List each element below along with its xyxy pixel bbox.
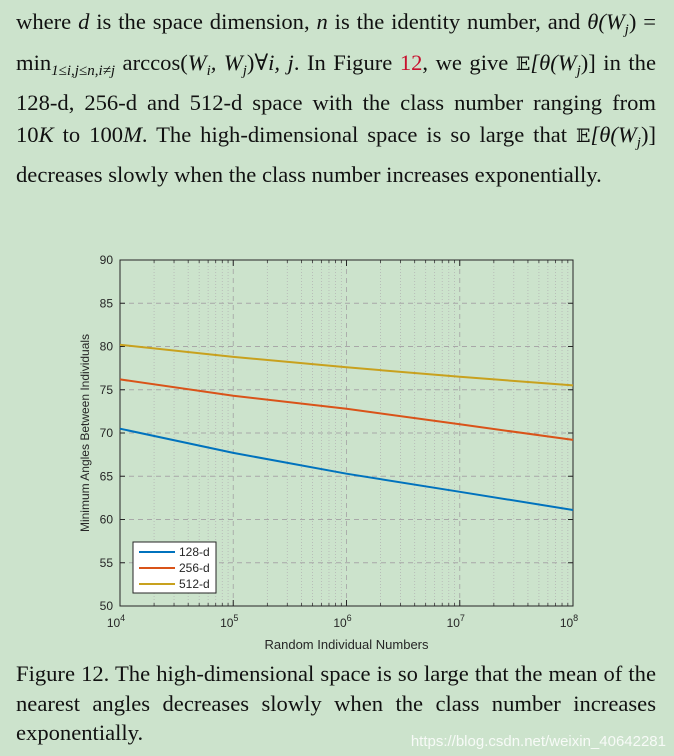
- x-tick-label: $10^6$: [333, 613, 352, 630]
- y-tick-label: 50: [99, 599, 113, 613]
- x-tick-label: $10^4$: [106, 613, 126, 630]
- x-tick-label: $10^8$: [559, 613, 579, 630]
- x-tick-label: $10^7$: [446, 613, 465, 630]
- x-axis-label: Random Individual Numbers: [264, 637, 429, 652]
- watermark: https://blog.csdn.net/weixin_40642281: [410, 733, 666, 750]
- x-tick-label: $10^5$: [220, 613, 239, 630]
- y-tick-label: 70: [99, 426, 113, 440]
- y-tick-label: 80: [99, 339, 113, 354]
- line-chart: [0, 246, 674, 656]
- y-tick-label: 65: [99, 469, 113, 484]
- y-tick-label: 90: [99, 253, 113, 267]
- y-axis-label: Minimum Angles Between Individuals: [78, 333, 92, 533]
- legend-label: 256-d: [179, 561, 210, 575]
- y-tick-label: 75: [99, 382, 113, 397]
- legend-label: 512-d: [179, 577, 210, 591]
- y-tick-label: 85: [99, 296, 113, 311]
- legend-label: 128-d: [179, 545, 210, 559]
- intro-paragraph: where d is the space dimension, n is the identity number, and $\theta(W_j) = \min_{1\le i,j\le n,i\ne j} \arccos(W_i$, $W_j)\forall i$, j. In Figure 12, we give $𝔼[\theta(W_j)]$ in the 128-d, 256-d and 512-d space with the class number ranging from 10K to 100M. The high-dimensional space is so large that $𝔼[\theta(W_j)]$ decreases slowly when the class number increases exponentially.: [16, 9, 657, 188]
- y-tick-label: 55: [99, 555, 113, 570]
- figure: [0, 246, 674, 656]
- figure-caption: Figure 12. The high-dimensional space is so large that the mean of the nearest angles decreases slowly when the class number increases exponentially.: [16, 661, 656, 745]
- figure-reference-link[interactable]: 12: [399, 49, 423, 75]
- y-tick-label: 60: [99, 512, 113, 527]
